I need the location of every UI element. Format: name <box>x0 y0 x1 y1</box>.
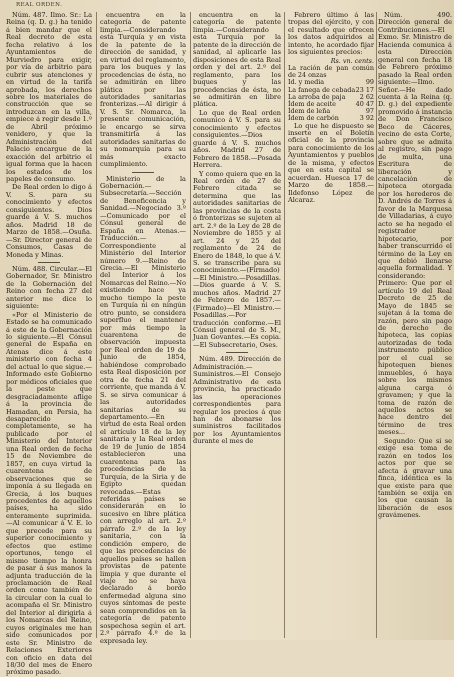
column-5 <box>378 12 452 640</box>
separator-rule <box>226 352 248 353</box>
column-rule <box>96 12 97 638</box>
column-rule <box>284 12 285 638</box>
price-item: Ídem de carbón <box>288 114 339 123</box>
price-item: La ración de pan común de 24 onzas <box>288 63 374 80</box>
price-rs: 40 <box>355 99 364 108</box>
page-header <box>0 2 454 11</box>
article-paragraph: Núm. 489. Dirección de Administración.—Suministros.—El Consejo Administrativo de esta provincia, ha practicado las operaciones correspondientes para regular los precios á que han de abonarse los suministros facilitados por los Ayuntamientos durante el mes de <box>193 355 281 446</box>
price-rs: 2 <box>359 92 364 101</box>
article-paragraph: Febrero último á las tropas del ejército, y con el resultado que ofrecen los datos adquiridos al intento, he acordado fijar los siguientes precios: <box>288 11 374 57</box>
price-cts: 97 <box>365 107 374 116</box>
column-3 <box>193 12 281 640</box>
column-rule <box>190 12 191 638</box>
column-rule <box>376 12 377 638</box>
article-paragraph: Y como quiera que en la Real orden de 27 de Febrero citada se determina que las autoridades sanitarias de las provincias de la costa ó fronterizas se sujeten al art. 2.º de la Ley de 28 de Noviembre de 1855 y al art. 24 y 25 del reglamento de 24 de Enero de 1848, lo que á V. S. se transcribe para su conocimiento.—(Firmado)—El Ministro.—Posadillas.—Dios guarde á V. S. muchos años. Madrid 27 de Febrero de 1857.—(Firmado)—El Ministro.—Posadillas.—Por traducción conforme.—El Cónsul general de S. M., Juan Govantes.—Es copia.—El Subsecretario, Oses. <box>193 169 281 349</box>
price-rs: 23 <box>355 85 364 94</box>
price-cts: 92 <box>365 114 374 123</box>
price-cts: 99 <box>365 78 374 87</box>
article-paragraph: De Real orden lo digo á V. S. para su conocimiento y efectos consiguientes. Dios guarde á V. S. muchos años. Madrid 18 de Marzo de 1858.—Osuña.—Sr. Director general de Consumos, Casas de Moneda y Minas. <box>6 183 92 259</box>
price-cts: 17 <box>365 85 374 94</box>
separator-rule <box>132 172 154 173</box>
article-paragraph: encuentra en la categoría de patente limpia.—Considerando esta Turquía y en vista de la patente de la dirección de sanidad, y en virtud del reglamento, para los buques y las procedencias de ésta, no se admitirán en libre plática por las autoridades sanitarias fronterizas.—Al dirigir á V. S. Sr. Nomarca, la presente comunicación, le encargo se sirva transmitirla á las autoridades sanitarias de su nomarquía para su más exacto cumplimiento. <box>100 11 186 169</box>
article-paragraph: Núm. 490. Dirección general de Contribuciones.—El Exmo. Sr. Ministro de Hacienda comunica á esta Dirección general con fecha 18 de Febrero próximo pasado la Real orden siguiente:—Ilmo. Señor.—He dado cuenta á la Reina (q. D. g.) del expediente promovido á instancia de Don Francisco Beco de Cáceres, vecino de esta Corte, sobre que se admita al registro, sin pago de multa, una Escritura de liberación y cancelación de hipoteca otorgada por los herederos de D. Andrés de Torres á favor de la Marquesa de Villadarias, á cuyo acto se ha negado el registrador hipotecario, por haber transcurrido el término de la Ley en que debió llenarse aquella formalidad. Y considerando: Primero: Que por el artículo 19 del Real Decreto de 25 de Mayo de 1845 se sujetan á la toma de razón, pero sin pago de derecho de hipoteca, las copias autorizadas de toda instrumento público por el cual se hipotequen bienes inmuebles, ó haya sobre los mismos alguna carga ó gravamen; y que la toma de razón de aquellos actos se hace dentro del término de tres meses... <box>378 11 453 437</box>
price-cts: 47 <box>365 99 374 108</box>
article-paragraph: Ministerio de la Gobernación.—Subsecretaría.—Sección de Beneficencia y Sanidad.—Negociado 3.º—Comunicado por el Cónsul general de España en Atenas.—Traducción.—Correspondiente al Ministerio del Interior número 9.—Reino de Grecia.—El Ministerio del Interior á los Nomarcas del Reino.—No existiendo hace ya mucho tiempo la peste en Turquía ni en ningún otro punto, se considera superfluo el mantener por más tiempo la cuarentena de observación impuesta por Real orden de 19 de Junio de 1854, habiéndose comprobado esta Real disposición por otra de fecha 21 del corriente, que manda á V. S. se sirva comunicar á las autoridades sanitarias de su departamento.—En virtud de esta Real orden el artículo 18 de la ley sanitaria y la Real orden de 19 de Junio de 1854 establecieron una cuarentena para las procedencias de la Turquía, de la Siria y de Egipto quedan revocadas.—Estas referidas países se considerarán en lo sucesivo en libre plática con arreglo al art. 2.º párrafo 2.º de la ley sanitaria, con la condición empero, de que las procedencias de aquellos países se hallen provistas de patente limpia y que durante el viaje no se haya declarado á bordo enfermedad alguna sino cuyos síntomas de peste sean comprendidos en la categoría de patente sospechosa según el art. 2.º párrafo 4.º de la expresada ley. <box>100 174 187 645</box>
column-4 <box>288 12 374 640</box>
price-item: La arroba de paja <box>288 92 346 101</box>
price-item: La fanega de cebada <box>288 85 356 94</box>
price-item: Ídem de leña <box>288 107 331 116</box>
column-1 <box>6 11 92 677</box>
price-row <box>288 65 374 79</box>
price-rs: 3 <box>359 114 364 123</box>
price-item: Ídem de aceite <box>288 99 336 108</box>
article-paragraph: Lo que he dispuesto se inserte en el Boletín oficial de la provincia para conocimiento de los Ayuntamientos y pueblos de la misma, y efectos que en esta capital se acuerdan. Huesca 17 de Marzo de 1858.—Ildefonso López de Alcaraz. <box>288 121 374 205</box>
article-paragraph: encuentra en la categoría de patente limpia.—Considerando esta Turquía por la patente de la dirección de sanidad, al aplicarle las disposiciones de esta Real orden y del art. 2.º del reglamento, para los buques y las procedencias de ésta, no se admitirán en libre plática. <box>193 11 281 109</box>
article-paragraph: Segundo: Que si se exige esa toma de razón en todos los actos por que se afecta á gravar una finca, idéntica es la que existe para que también se exija en los que causan la liberación de esos gravámenes. <box>378 436 452 520</box>
article-paragraph: Núm. 488. Circular.—El Gobernador, Sr. Ministro de la Gobernación del Reino con fecha 27 del anterior me dice lo siguiente: <box>6 264 92 311</box>
article-paragraph: «Por el Ministerio de Estado se ha comunicado á este de la Gobernación lo siguiente.—El Cónsul general de España en Atenas dice á este ministerio con fecha 4 del actual lo que sigue.—Informado este Gobierno por médicos oficiales que la peste que desgraciadamente aflige á la provincia de Hamadan, en Persia, ha desaparecido completamente, se ha publicado por el Ministerio del Interior una Real orden de fecha 15 de Noviembre de 1857, en cuya virtud la cuarentena de observaciones que se imponía á su llegada en Grecia, á los buques procedentes de aquellos países, ha sido enteramente suprimida.—Al comunicar á V. E. lo que precede para su superior conocimiento y efectos que estime oportunos, tengo el mismo tiempo la honra de pasar á sus manos la adjunta traducción de la proclamación de Real orden como también de la circular con la cual lo acompaña el Sr. Ministro del Interior al dirigirla á los Nomarcas del Reino, cuyos originales me han sido comunicados por este Sr. Ministro de Relaciones Exteriores con oficio en data del 18/30 del mes de Enero próximo pasado. <box>6 310 92 677</box>
article-paragraph: Lo que de Real orden comunico á V. S. para su conocimiento y efectos consiguientes.—Dios guarde á V. S. muchos años. Madrid 27 de Febrero de 1858.—Posada Herrera. <box>193 108 281 170</box>
article-paragraph: Núm. 487. Ilmo. Sr.: La Reina (q. D. g.) ha tenido á bien mandar que el Real decreto de esta fecha relativo á los Ayuntamientos de Murviedro para exigir, por vía de arbitrio para cubrir sus atenciones y en virtud de la tarifa aprobada, los derechos sobre los materiales de construcción que se introduzcan en la villa, empiece á regir desde 1.º de Abril próximo venidero, y que la Administración del Palacio encargue de la exacción del arbitrio el igual forma que la hacen los estados de los papeles de consumo. <box>6 11 92 183</box>
header-left: REAL ORDEN. <box>16 2 63 8</box>
price-unit-header: Rs. vn. cents. <box>330 56 374 65</box>
price-table <box>288 58 374 123</box>
price-cts: 62 <box>365 92 374 101</box>
price-item: Id. y media <box>288 78 325 87</box>
separator-rule <box>38 262 60 263</box>
column-2 <box>100 11 187 645</box>
